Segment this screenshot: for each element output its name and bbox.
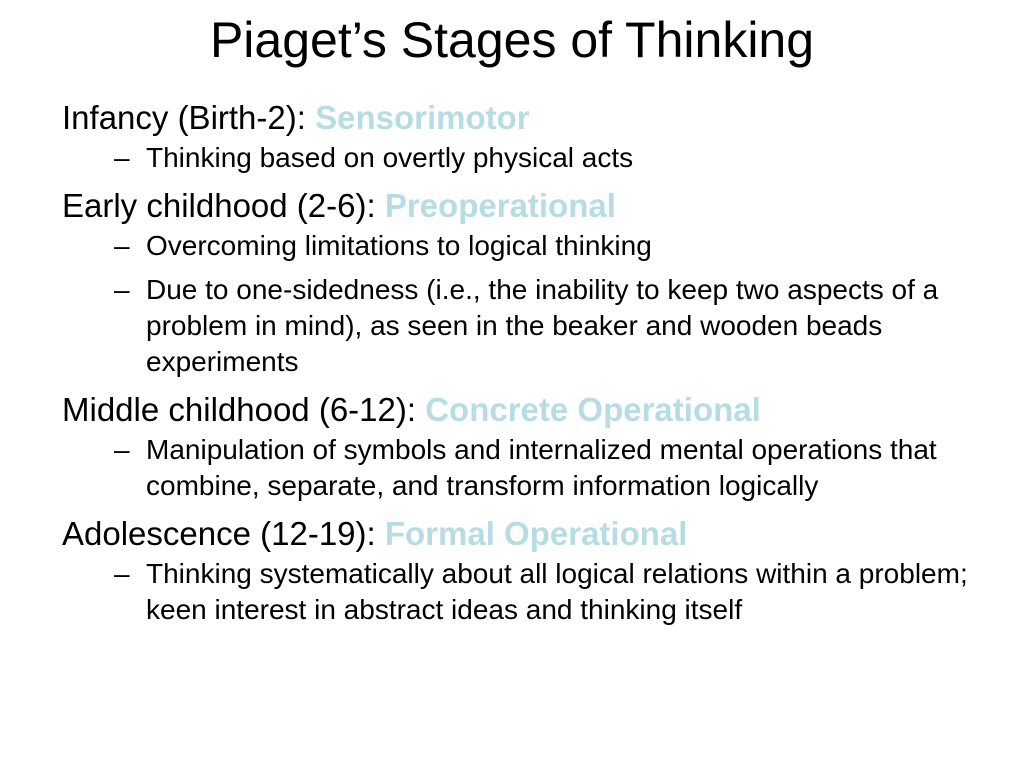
stage-heading xyxy=(62,512,992,556)
stage-name: Preoperational xyxy=(384,187,616,224)
dash-bullet-icon: – xyxy=(114,434,130,465)
stage-heading xyxy=(62,96,992,140)
stage-point xyxy=(62,556,992,628)
stage-point-text: Thinking based on overtly physical acts xyxy=(146,142,634,173)
dash-bullet-icon: – xyxy=(114,142,130,173)
stage-points xyxy=(62,556,992,628)
slide-content xyxy=(62,96,992,628)
stage-points xyxy=(62,432,992,504)
stage-heading xyxy=(62,184,992,228)
stage-name: Sensorimotor xyxy=(315,99,530,136)
stage-label: Middle childhood (6-12): xyxy=(62,391,426,428)
stage-name: Concrete Operational xyxy=(425,391,761,428)
stage-point xyxy=(62,140,992,176)
stage-points xyxy=(62,140,992,176)
stage-point-text: Manipulation of symbols and internalized mental operations that combine, separate, and transform information logically xyxy=(146,434,937,501)
slide-title: Piaget’s Stages of Thinking xyxy=(209,12,815,68)
stage-point-text: Overcoming limitations to logical thinking xyxy=(146,230,652,261)
dash-bullet-icon: – xyxy=(114,558,130,589)
stage-early-childhood xyxy=(62,184,992,380)
stage-heading xyxy=(62,388,992,432)
stage-label: Early childhood (2-6): xyxy=(62,187,385,224)
stage-infancy xyxy=(62,96,992,176)
stage-point-text: Thinking systematically about all logical relations within a problem; keen interest in abstract ideas and thinking itself xyxy=(146,558,968,625)
stage-adolescence xyxy=(62,512,992,628)
stage-points xyxy=(62,228,992,380)
stage-point xyxy=(62,272,992,380)
stage-name: Formal Operational xyxy=(384,515,688,552)
stage-label: Adolescence (12-19): xyxy=(62,515,385,552)
dash-bullet-icon: – xyxy=(114,274,130,305)
stage-point xyxy=(62,432,992,504)
stage-point xyxy=(62,228,992,264)
stage-point-text: Due to one-sidedness (i.e., the inability to keep two aspects of a problem in mind), as seen in the beaker and wooden beads experiments xyxy=(146,274,939,377)
stage-label: Infancy (Birth-2): xyxy=(62,99,316,136)
stage-middle-childhood xyxy=(62,388,992,504)
dash-bullet-icon: – xyxy=(114,230,130,261)
